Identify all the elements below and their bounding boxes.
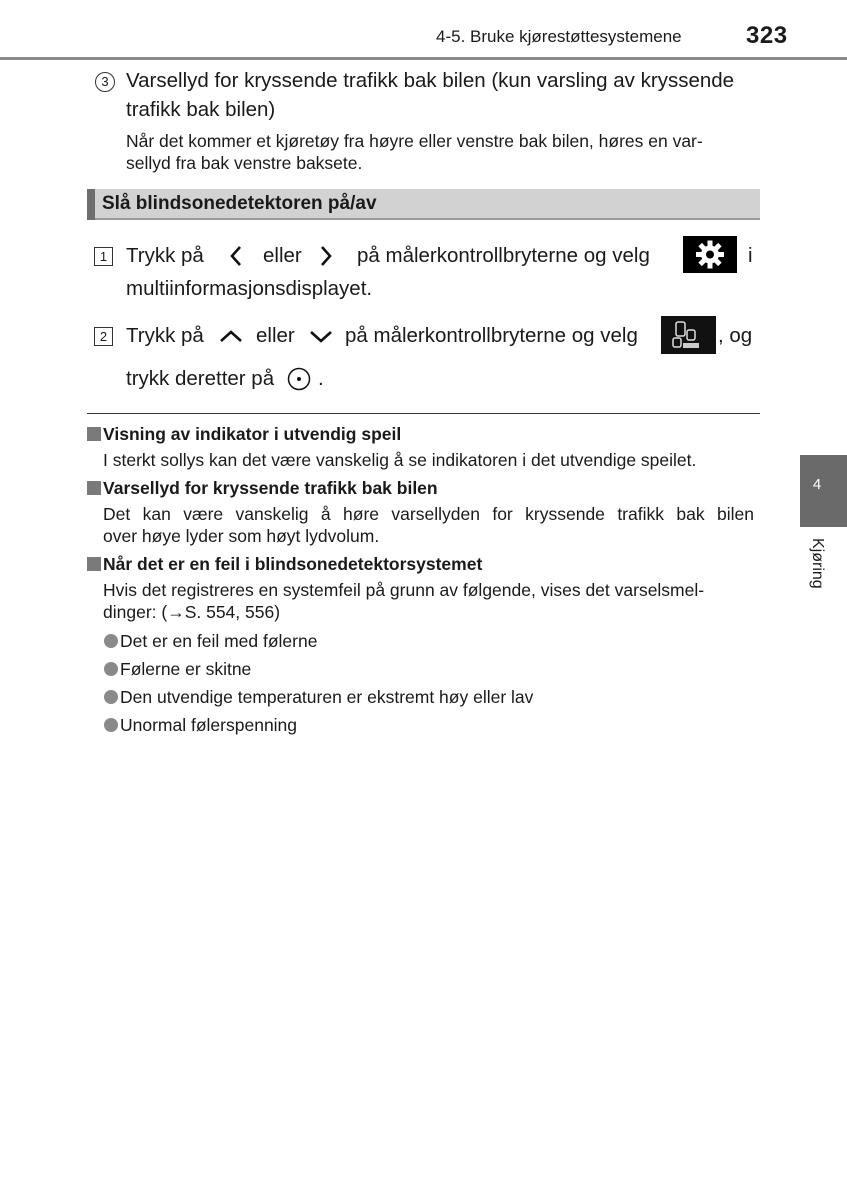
step-text: på målerkontrollbryterne og velg (345, 324, 638, 347)
note-text: Det kan være vanskelig å høre varsellyden for kryssende trafikk bak bilen (103, 504, 754, 524)
square-bullet-icon (87, 557, 101, 571)
square-bullet-icon (87, 427, 101, 441)
bullet-dot-icon (104, 718, 118, 732)
bullet-dot-icon (104, 690, 118, 704)
list-item: Følerne er skitne (120, 659, 252, 679)
step-text: Trykk på (126, 324, 204, 347)
item-description: Når det kommer et kjøretøy fra høyre eller venstre bak bilen, høres en var- (126, 131, 703, 151)
step-number: 2 (94, 327, 113, 346)
item-title-line: trafikk bak bilen) (126, 98, 276, 121)
section-title: Slå blindsonedetektoren på/av (102, 193, 377, 214)
blind-spot-monitor-icon (661, 316, 716, 354)
list-item: Det er en feil med følerne (120, 631, 318, 651)
notes-divider (87, 413, 760, 414)
note-heading: Når det er en feil i blindsonedetektorsystemet (103, 554, 483, 574)
circled-number: 3 (95, 72, 115, 92)
page-number: 323 (746, 22, 788, 49)
list-item: Unormal følerspenning (120, 715, 298, 735)
chevron-down-icon (309, 330, 333, 349)
bullet-dot-icon (104, 634, 118, 648)
square-bullet-icon (87, 481, 101, 495)
chapter-tab-label: Kjøring (809, 538, 826, 589)
section-header-accent (87, 189, 95, 220)
note-text: dinger: (→S. 554, 556) (103, 602, 281, 622)
step-text: eller (263, 244, 302, 267)
step-text: . (318, 367, 324, 390)
chevron-left-icon (228, 245, 244, 272)
step-text: Trykk på (126, 244, 204, 267)
chapter-tab-number: 4 (812, 476, 822, 493)
item-title-line: Varsellyd for kryssende trafikk bak bilen (kun varsling av kryssende (126, 69, 735, 92)
list-item: Den utvendige temperaturen er ekstremt høy eller lav (120, 687, 534, 707)
bullet-dot-icon (104, 662, 118, 676)
note-heading: Varsellyd for kryssende trafikk bak bilen (103, 478, 438, 498)
step-text: trykk deretter på (126, 367, 275, 390)
step-text: i (748, 244, 753, 267)
chapter-title: 4-5. Bruke kjørestøttesystemene (436, 27, 682, 46)
chevron-right-icon (318, 245, 334, 272)
step-number: 1 (94, 247, 113, 266)
header-divider (0, 57, 847, 60)
item-description: sellyd fra bak venstre baksete. (126, 153, 363, 173)
gear-icon (683, 236, 737, 273)
ok-button-icon (287, 367, 311, 391)
note-text: Hvis det registreres en systemfeil på grunn av følgende, vises det varselsmel- (103, 580, 705, 600)
step-text: eller (256, 324, 295, 347)
chevron-up-icon (219, 329, 243, 348)
step-text: , og (718, 324, 753, 347)
step-text: på målerkontrollbryterne og velg (357, 244, 650, 267)
note-text: I sterkt sollys kan det være vanskelig å se indikatoren i det utvendige speilet. (103, 450, 697, 470)
step-text: multiinformasjonsdisplayet. (126, 277, 373, 300)
note-text: over høye lyder som høyt lydvolum. (103, 526, 380, 546)
note-heading: Visning av indikator i utvendig speil (103, 424, 402, 444)
